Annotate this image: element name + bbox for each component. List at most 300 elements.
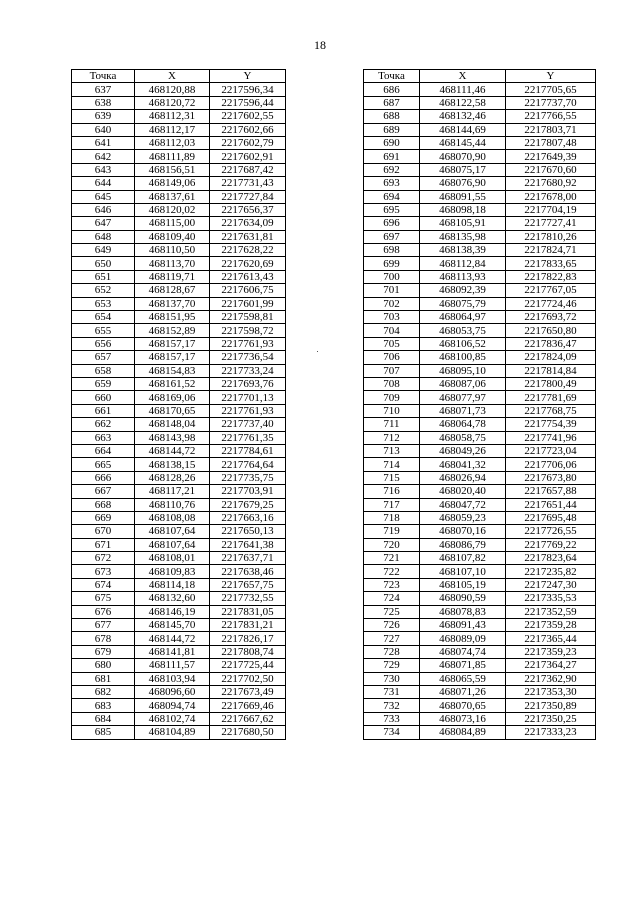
table-row — [72, 565, 286, 578]
cell-point: 676 — [72, 605, 135, 618]
cell-y: 2217598,72 — [210, 324, 286, 337]
table-row — [72, 364, 286, 377]
cell-y: 2217638,46 — [210, 565, 286, 578]
cell-x: 468114,18 — [135, 578, 210, 591]
cell-point: 684 — [72, 712, 135, 725]
cell-x: 468107,82 — [420, 552, 506, 565]
cell-y: 2217726,55 — [506, 525, 596, 538]
cell-y: 2217814,84 — [506, 364, 596, 377]
cell-y: 2217833,65 — [506, 257, 596, 270]
cell-y: 2217737,70 — [506, 96, 596, 109]
cell-y: 2217657,88 — [506, 485, 596, 498]
cell-point: 713 — [364, 444, 420, 457]
cell-y: 2217606,75 — [210, 284, 286, 297]
cell-y: 2217359,28 — [506, 619, 596, 632]
cell-point: 696 — [364, 217, 420, 230]
cell-y: 2217634,09 — [210, 217, 286, 230]
cell-y: 2217735,75 — [210, 471, 286, 484]
cell-x: 468077,97 — [420, 391, 506, 404]
cell-point: 701 — [364, 284, 420, 297]
cell-point: 688 — [364, 110, 420, 123]
cell-x: 468084,89 — [420, 726, 506, 739]
cell-point: 669 — [72, 511, 135, 524]
table-row — [364, 538, 596, 551]
cell-x: 468132,46 — [420, 110, 506, 123]
table-row — [72, 190, 286, 203]
page-number: 18 — [314, 38, 326, 52]
cell-y: 2217679,25 — [210, 498, 286, 511]
cell-point: 680 — [72, 659, 135, 672]
cell-x: 468053,75 — [420, 324, 506, 337]
cell-x: 468113,70 — [135, 257, 210, 270]
cell-y: 2217727,41 — [506, 217, 596, 230]
cell-x: 468064,97 — [420, 311, 506, 324]
cell-y: 2217602,55 — [210, 110, 286, 123]
cell-x: 468145,44 — [420, 136, 506, 149]
table-row — [72, 257, 286, 270]
table-row — [364, 83, 596, 96]
cell-x: 468107,64 — [135, 525, 210, 538]
cell-x: 468111,46 — [420, 83, 506, 96]
table-row — [72, 645, 286, 658]
table-row — [364, 619, 596, 632]
table-row — [72, 619, 286, 632]
table-row — [72, 324, 286, 337]
cell-x: 468110,76 — [135, 498, 210, 511]
cell-x: 468064,78 — [420, 418, 506, 431]
table-row — [72, 538, 286, 551]
cell-y: 2217602,66 — [210, 123, 286, 136]
table-row — [364, 123, 596, 136]
cell-x: 468156,51 — [135, 163, 210, 176]
cell-point: 711 — [364, 418, 420, 431]
table-row — [364, 632, 596, 645]
cell-point: 712 — [364, 431, 420, 444]
cell-y: 2217359,23 — [506, 645, 596, 658]
cell-y: 2217620,69 — [210, 257, 286, 270]
table-row — [72, 699, 286, 712]
cell-y: 2217723,04 — [506, 444, 596, 457]
table-row — [72, 525, 286, 538]
cell-y: 2217824,09 — [506, 351, 596, 364]
cell-x: 468071,73 — [420, 404, 506, 417]
cell-x: 468169,06 — [135, 391, 210, 404]
table-row — [364, 552, 596, 565]
cell-x: 468071,85 — [420, 659, 506, 672]
table-row — [364, 659, 596, 672]
cell-point: 638 — [72, 96, 135, 109]
cell-x: 468108,08 — [135, 511, 210, 524]
cell-point: 682 — [72, 685, 135, 698]
cell-x: 468070,65 — [420, 699, 506, 712]
cell-y: 2217810,26 — [506, 230, 596, 243]
cell-x: 468120,88 — [135, 83, 210, 96]
cell-point: 641 — [72, 136, 135, 149]
cell-point: 699 — [364, 257, 420, 270]
table-row — [364, 431, 596, 444]
cell-x: 468041,32 — [420, 458, 506, 471]
table-row — [364, 645, 596, 658]
cell-x: 468059,23 — [420, 511, 506, 524]
cell-point: 723 — [364, 578, 420, 591]
cell-y: 2217352,59 — [506, 605, 596, 618]
table-row — [72, 605, 286, 618]
cell-x: 468075,79 — [420, 297, 506, 310]
table-row — [364, 471, 596, 484]
cell-point: 679 — [72, 645, 135, 658]
cell-y: 2217703,91 — [210, 485, 286, 498]
cell-point: 702 — [364, 297, 420, 310]
cell-y: 2217727,84 — [210, 190, 286, 203]
cell-point: 637 — [72, 83, 135, 96]
cell-point: 719 — [364, 525, 420, 538]
table-row — [72, 659, 286, 672]
header-y: Y — [210, 70, 286, 83]
table-row — [364, 190, 596, 203]
cell-point: 653 — [72, 297, 135, 310]
table-row — [72, 404, 286, 417]
cell-y: 2217637,71 — [210, 552, 286, 565]
cell-x: 468115,00 — [135, 217, 210, 230]
cell-point: 646 — [72, 203, 135, 216]
cell-x: 468132,60 — [135, 592, 210, 605]
cell-y: 2217736,54 — [210, 351, 286, 364]
cell-x: 468146,19 — [135, 605, 210, 618]
table-row — [364, 311, 596, 324]
cell-y: 2217631,81 — [210, 230, 286, 243]
cell-y: 2217673,49 — [210, 685, 286, 698]
cell-y: 2217656,37 — [210, 203, 286, 216]
cell-x: 468047,72 — [420, 498, 506, 511]
cell-x: 468148,04 — [135, 418, 210, 431]
cell-y: 2217754,39 — [506, 418, 596, 431]
table-row — [72, 511, 286, 524]
cell-x: 468107,64 — [135, 538, 210, 551]
cell-y: 2217731,43 — [210, 177, 286, 190]
cell-y: 2217247,30 — [506, 578, 596, 591]
table-header-row — [72, 70, 286, 83]
table-row — [364, 485, 596, 498]
table-row — [364, 592, 596, 605]
table-row — [364, 270, 596, 283]
cell-y: 2217602,79 — [210, 136, 286, 149]
cell-point: 659 — [72, 377, 135, 390]
cell-point: 649 — [72, 244, 135, 257]
table-row — [364, 163, 596, 176]
table-header-row — [364, 70, 596, 83]
table-row — [72, 592, 286, 605]
cell-y: 2217784,61 — [210, 444, 286, 457]
cell-x: 468112,31 — [135, 110, 210, 123]
cell-x: 468112,84 — [420, 257, 506, 270]
cell-point: 672 — [72, 552, 135, 565]
cell-x: 468074,74 — [420, 645, 506, 658]
cell-x: 468091,55 — [420, 190, 506, 203]
table-row — [72, 471, 286, 484]
cell-point: 685 — [72, 726, 135, 739]
cell-x: 468138,15 — [135, 458, 210, 471]
cell-x: 468143,98 — [135, 431, 210, 444]
coordinates-table-left — [71, 69, 286, 740]
cell-y: 2217803,71 — [506, 123, 596, 136]
cell-point: 663 — [72, 431, 135, 444]
cell-y: 2217741,96 — [506, 431, 596, 444]
cell-point: 644 — [72, 177, 135, 190]
cell-y: 2217680,92 — [506, 177, 596, 190]
table-row — [72, 311, 286, 324]
cell-point: 707 — [364, 364, 420, 377]
cell-x: 468104,89 — [135, 726, 210, 739]
table-row — [364, 351, 596, 364]
cell-x: 468144,72 — [135, 444, 210, 457]
cell-y: 2217365,44 — [506, 632, 596, 645]
table-row — [72, 485, 286, 498]
cell-point: 674 — [72, 578, 135, 591]
header-point: Точка — [364, 70, 420, 83]
cell-y: 2217764,64 — [210, 458, 286, 471]
cell-point: 733 — [364, 712, 420, 725]
cell-x: 468128,26 — [135, 471, 210, 484]
cell-x: 468109,83 — [135, 565, 210, 578]
cell-x: 468094,74 — [135, 699, 210, 712]
cell-point: 700 — [364, 270, 420, 283]
cell-y: 2217704,19 — [506, 203, 596, 216]
cell-y: 2217350,89 — [506, 699, 596, 712]
cell-y: 2217807,48 — [506, 136, 596, 149]
table-row — [72, 83, 286, 96]
cell-y: 2217836,47 — [506, 337, 596, 350]
cell-point: 657 — [72, 351, 135, 364]
cell-y: 2217737,40 — [210, 418, 286, 431]
cell-y: 2217657,75 — [210, 578, 286, 591]
cell-point: 690 — [364, 136, 420, 149]
table-row — [72, 552, 286, 565]
table-row — [364, 377, 596, 390]
table-row — [72, 632, 286, 645]
cell-x: 468026,94 — [420, 471, 506, 484]
table-row — [72, 444, 286, 457]
header-x: X — [135, 70, 210, 83]
header-point: Точка — [72, 70, 135, 83]
table-row — [364, 230, 596, 243]
cell-point: 726 — [364, 619, 420, 632]
cell-x: 468075,17 — [420, 163, 506, 176]
cell-point: 648 — [72, 230, 135, 243]
cell-point: 689 — [364, 123, 420, 136]
cell-point: 694 — [364, 190, 420, 203]
cell-point: 662 — [72, 418, 135, 431]
cell-point: 656 — [72, 337, 135, 350]
cell-y: 2217651,44 — [506, 498, 596, 511]
table-row — [364, 525, 596, 538]
cell-y: 2217601,99 — [210, 297, 286, 310]
cell-point: 691 — [364, 150, 420, 163]
cell-x: 468070,90 — [420, 150, 506, 163]
cell-x: 468154,83 — [135, 364, 210, 377]
cell-x: 468091,43 — [420, 619, 506, 632]
cell-y: 2217350,25 — [506, 712, 596, 725]
cell-point: 681 — [72, 672, 135, 685]
cell-y: 2217824,71 — [506, 244, 596, 257]
header-x: X — [420, 70, 506, 83]
cell-x: 468137,70 — [135, 297, 210, 310]
cell-x: 468107,10 — [420, 565, 506, 578]
cell-y: 2217831,21 — [210, 619, 286, 632]
cell-point: 710 — [364, 404, 420, 417]
table-row — [72, 712, 286, 725]
cell-x: 468112,17 — [135, 123, 210, 136]
cell-point: 716 — [364, 485, 420, 498]
cell-point: 678 — [72, 632, 135, 645]
cell-y: 2217831,05 — [210, 605, 286, 618]
cell-x: 468100,85 — [420, 351, 506, 364]
cell-point: 650 — [72, 257, 135, 270]
cell-x: 468144,69 — [420, 123, 506, 136]
cell-y: 2217670,60 — [506, 163, 596, 176]
cell-y: 2217667,62 — [210, 712, 286, 725]
table-row — [72, 163, 286, 176]
table-row — [72, 377, 286, 390]
cell-x: 468095,10 — [420, 364, 506, 377]
cell-x: 468120,02 — [135, 203, 210, 216]
cell-x: 468149,06 — [135, 177, 210, 190]
cell-point: 642 — [72, 150, 135, 163]
cell-y: 2217769,22 — [506, 538, 596, 551]
cell-x: 468103,94 — [135, 672, 210, 685]
cell-y: 2217235,82 — [506, 565, 596, 578]
cell-y: 2217598,81 — [210, 311, 286, 324]
table-row — [364, 458, 596, 471]
table-row — [364, 444, 596, 457]
cell-point: 647 — [72, 217, 135, 230]
table-row — [72, 110, 286, 123]
cell-point: 673 — [72, 565, 135, 578]
cell-x: 468065,59 — [420, 672, 506, 685]
cell-x: 468141,81 — [135, 645, 210, 658]
cell-x: 468152,89 — [135, 324, 210, 337]
cell-x: 468109,40 — [135, 230, 210, 243]
cell-y: 2217663,16 — [210, 511, 286, 524]
table-row — [364, 136, 596, 149]
cell-y: 2217693,72 — [506, 311, 596, 324]
cell-point: 732 — [364, 699, 420, 712]
cell-x: 468078,83 — [420, 605, 506, 618]
cell-x: 468151,95 — [135, 311, 210, 324]
cell-point: 686 — [364, 83, 420, 96]
cell-y: 2217596,44 — [210, 96, 286, 109]
cell-x: 468111,57 — [135, 659, 210, 672]
table-row — [72, 391, 286, 404]
cell-point: 725 — [364, 605, 420, 618]
table-row — [364, 391, 596, 404]
cell-point: 661 — [72, 404, 135, 417]
cell-point: 697 — [364, 230, 420, 243]
cell-x: 468076,90 — [420, 177, 506, 190]
cell-point: 718 — [364, 511, 420, 524]
cell-y: 2217650,13 — [210, 525, 286, 538]
table-row — [72, 123, 286, 136]
table-row — [364, 96, 596, 109]
table-row — [364, 498, 596, 511]
cell-point: 652 — [72, 284, 135, 297]
header-y: Y — [506, 70, 596, 83]
cell-y: 2217678,00 — [506, 190, 596, 203]
cell-y: 2217781,69 — [506, 391, 596, 404]
cell-y: 2217701,13 — [210, 391, 286, 404]
cell-point: 695 — [364, 203, 420, 216]
cell-x: 468090,59 — [420, 592, 506, 605]
cell-point: 655 — [72, 324, 135, 337]
cell-y: 2217641,38 — [210, 538, 286, 551]
cell-x: 468144,72 — [135, 632, 210, 645]
table-row — [364, 404, 596, 417]
table-row — [364, 297, 596, 310]
table-row — [364, 672, 596, 685]
cell-y: 2217823,64 — [506, 552, 596, 565]
cell-x: 468071,26 — [420, 685, 506, 698]
cell-point: 698 — [364, 244, 420, 257]
cell-x: 468170,65 — [135, 404, 210, 417]
cell-y: 2217725,44 — [210, 659, 286, 672]
cell-y: 2217767,05 — [506, 284, 596, 297]
cell-y: 2217732,55 — [210, 592, 286, 605]
cell-x: 468070,16 — [420, 525, 506, 538]
cell-y: 2217822,83 — [506, 270, 596, 283]
cell-point: 728 — [364, 645, 420, 658]
table-row — [72, 217, 286, 230]
cell-point: 683 — [72, 699, 135, 712]
cell-x: 468089,09 — [420, 632, 506, 645]
cell-x: 468135,98 — [420, 230, 506, 243]
cell-x: 468117,21 — [135, 485, 210, 498]
cell-x: 468112,03 — [135, 136, 210, 149]
table-row — [364, 257, 596, 270]
cell-x: 468096,60 — [135, 685, 210, 698]
table-row — [364, 726, 596, 739]
cell-x: 468102,74 — [135, 712, 210, 725]
cell-y: 2217761,35 — [210, 431, 286, 444]
table-row — [72, 498, 286, 511]
cell-y: 2217602,91 — [210, 150, 286, 163]
cell-x: 468120,72 — [135, 96, 210, 109]
cell-x: 468058,75 — [420, 431, 506, 444]
cell-point: 658 — [72, 364, 135, 377]
cell-y: 2217761,93 — [210, 337, 286, 350]
table-row — [72, 284, 286, 297]
cell-y: 2217364,27 — [506, 659, 596, 672]
table-row — [72, 270, 286, 283]
cell-y: 2217706,06 — [506, 458, 596, 471]
cell-x: 468105,91 — [420, 217, 506, 230]
table-row — [72, 244, 286, 257]
cell-point: 706 — [364, 351, 420, 364]
cell-point: 693 — [364, 177, 420, 190]
cell-y: 2217761,93 — [210, 404, 286, 417]
cell-point: 660 — [72, 391, 135, 404]
table-row — [72, 726, 286, 739]
cell-point: 687 — [364, 96, 420, 109]
cell-point: 703 — [364, 311, 420, 324]
cell-x: 468138,39 — [420, 244, 506, 257]
cell-y: 2217768,75 — [506, 404, 596, 417]
cell-point: 721 — [364, 552, 420, 565]
table-row — [72, 337, 286, 350]
scan-speck — [317, 351, 318, 352]
cell-point: 714 — [364, 458, 420, 471]
cell-x: 468098,18 — [420, 203, 506, 216]
table-row — [72, 96, 286, 109]
cell-point: 667 — [72, 485, 135, 498]
